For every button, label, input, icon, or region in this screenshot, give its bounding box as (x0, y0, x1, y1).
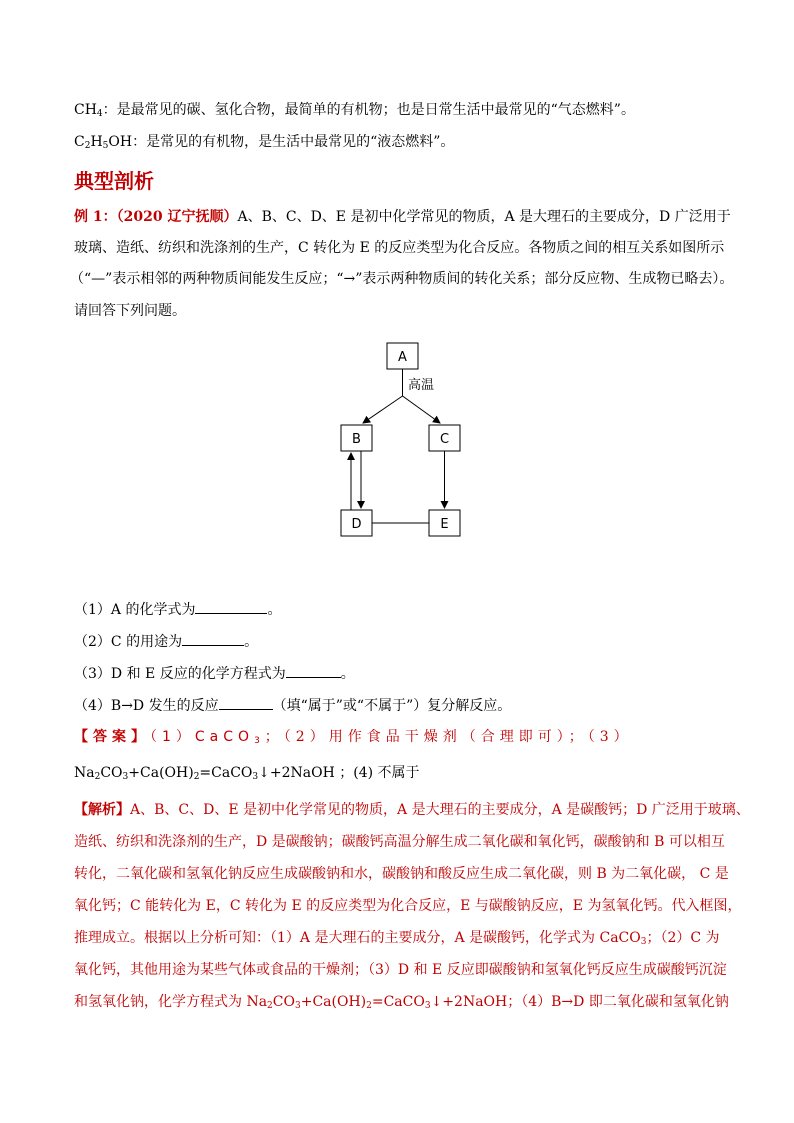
ethanol-description (74, 132, 454, 152)
analysis-sub-7b: 3 (294, 1001, 301, 1011)
ch4-formula: CH (74, 102, 97, 118)
eq-caoh: +Ca(OH) (128, 765, 194, 781)
analysis-text-7b: CO (272, 994, 295, 1010)
analysis-text-7d: =CaCO (371, 994, 425, 1010)
answer-part-2: ；（2）用作食品干燥剂（合理即可）；（3） (264, 729, 633, 745)
answer-part-1-sub: 3 (254, 736, 265, 746)
eq-sub-1: 2 (94, 772, 101, 782)
answer-label: 【答案】 (74, 729, 150, 745)
question-4-tail: （填“属于”或“不属于”）复分解反应。 (272, 698, 512, 714)
question-1-blank[interactable] (195, 599, 267, 614)
example-line-1 (74, 207, 731, 227)
question-2-end: 。 (244, 634, 259, 650)
analysis-text-7a: 和氢氧化钠，化学方程式为 Na (74, 994, 268, 1010)
analysis-line-4: 氧化钙；C 能转化为 E，C 转化为 E 的反应类型为化合反应，E 与碳酸钠反应，E 为氢氧化钙。代入框图， (74, 898, 742, 914)
question-3 (74, 663, 355, 684)
answer-part-1: （1）CaCO (150, 729, 255, 745)
question-1-end: 。 (267, 602, 282, 618)
question-2-text: （2）C 的用途为 (74, 634, 183, 650)
analysis-sub-5: 3 (640, 937, 647, 947)
ethanol-c: C (74, 134, 85, 150)
question-3-end: 。 (340, 666, 355, 682)
analysis-sub-7a: 2 (267, 1001, 273, 1011)
analysis-line-7 (74, 992, 729, 1012)
analysis-text-7e: ↓+2NaOH；（4）B→D 即二氧化碳和氢氧化钠 (430, 994, 729, 1010)
question-4-blank[interactable] (219, 695, 273, 710)
analysis-text-7c: +Ca(OH) (300, 994, 367, 1010)
question-4-text: （4）B→D 发生的反应 (74, 698, 219, 714)
ch4-text: ：是最常见的碳、氢化合物，最简单的有机物；也是日常生活中最常见的“气态燃料”。 (102, 102, 635, 118)
ethanol-h: H (90, 134, 103, 150)
analysis-text-5b: ；（2）C 为 (646, 930, 720, 946)
eq-sub-4: 3 (252, 772, 259, 782)
analysis-text-5a: 推理成立。根据以上分析可知：（1）A 是大理石的主要成分，A 是碳酸钙，化学式为 CaCO (74, 930, 641, 946)
relationship-diagram (330, 340, 480, 550)
example-line-3: （“—”表示相邻的两种物质间能发生反应；“→”表示两种物质间的转化关系；部分反应物、生成物已略去）。 (70, 271, 734, 287)
analysis-sub-7d: 3 (424, 1001, 431, 1011)
analysis-line-5 (74, 928, 720, 948)
question-1-text: （1）A 的化学式为 (74, 602, 196, 618)
ch4-subscript: 4 (96, 109, 103, 119)
node-d-label: D (351, 517, 362, 532)
node-b-label: B (352, 432, 361, 447)
question-4 (74, 695, 511, 716)
question-3-text: （3）D 和 E 反应的化学方程式为 (74, 666, 286, 682)
question-1 (74, 599, 281, 620)
question-2-blank[interactable] (182, 631, 244, 646)
example-text-1: A、B、C、D、E 是初中化学常见的物质，A 是大理石的主要成分，D 广泛用于 (237, 209, 731, 225)
ethanol-sub1: 2 (84, 141, 91, 151)
eq-sub-3: 2 (193, 772, 200, 782)
analysis-line-1 (74, 800, 750, 820)
ethanol-oh: OH (108, 134, 133, 150)
question-2 (74, 631, 258, 652)
question-3-blank[interactable] (286, 663, 341, 678)
analysis-sub-7c: 2 (366, 1001, 372, 1011)
a-to-c-arrow (403, 396, 441, 423)
analysis-line-6: 氧化钙，其他用途为某些气体或食品的干燥剂；（3）D 和 E 反应即碳酸钠和氢氧化钙反应生成碳酸钙沉淀 (74, 962, 727, 978)
eq-sub-2: 3 (122, 772, 129, 782)
eq-co: CO (100, 765, 123, 781)
example-source: （2020 辽宁抚顺） (116, 209, 238, 225)
a-to-b-arrow (363, 396, 403, 423)
analysis-text-1: A、B、C、D、E 是初中化学常见的物质，A 是大理石的主要成分，A 是碳酸钙；D 广泛用于玻璃、 (130, 802, 750, 818)
example-line-4: 请回答下列问题。 (74, 303, 186, 319)
analysis-line-3: 转化，二氧化碳和氢氧化钠反应生成碳酸钠和水，碳酸钠和酸反应生成二氧化碳，则 B 为二氧化碳， C 是 (74, 866, 729, 882)
section-title: 典型剖析 (74, 169, 154, 193)
answer-line-1 (74, 727, 633, 747)
example-line-2: 玻璃、造纸、纺织和洗涤剂的生产，C 转化为 E 的反应类型为化合反应。各物质之间的相互关系如图所示 (74, 240, 725, 256)
answer-line-2 (74, 763, 420, 783)
analysis-label: 【解析】 (74, 802, 130, 818)
ethanol-sub2: 5 (102, 141, 109, 151)
ch4-description (74, 100, 635, 120)
eq-caco: =CaCO (199, 765, 253, 781)
analysis-line-2: 造纸、纺织和洗涤剂的生产，D 是碳酸钠；碳酸钙高温分解生成二氧化碳和氧化钙，碳酸钠和 B 可以相互 (74, 834, 725, 850)
node-a-label: A (398, 350, 407, 365)
condition-label: 高温 (408, 378, 435, 393)
ethanol-text: ：是常见的有机物，是生活中最常见的“液态燃料”。 (132, 134, 455, 150)
eq-na: Na (74, 765, 95, 781)
node-c-label: C (439, 432, 450, 447)
node-e-label: E (440, 517, 449, 532)
answer-equation-end: ↓+2NaOH ；(4) 不属于 (258, 765, 420, 781)
example-label: 例 1： (74, 209, 117, 225)
